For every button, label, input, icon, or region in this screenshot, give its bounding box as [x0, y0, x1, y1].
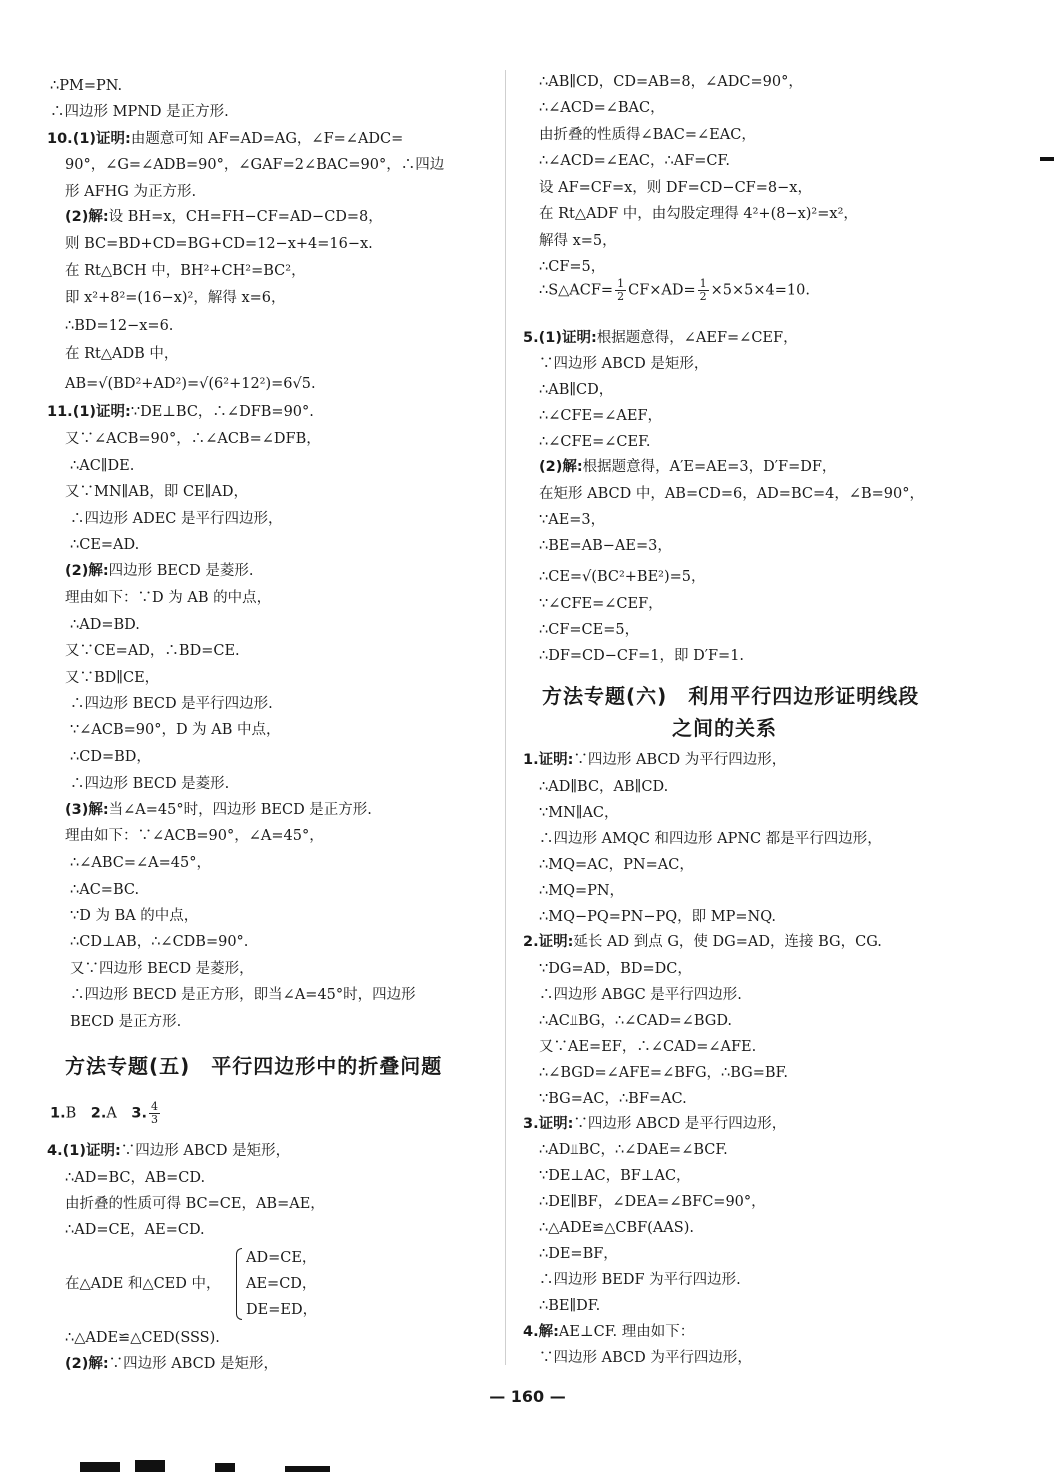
text-line	[539, 1244, 618, 1264]
text-line	[539, 646, 744, 666]
line-text: ∴BE=AB−AE=3，	[539, 538, 672, 554]
line-text: AE⊥CF. 理由如下：	[558, 1324, 695, 1340]
text-line	[539, 1011, 732, 1031]
text-line	[539, 98, 665, 118]
line-text: BECD 是正方形.	[70, 1014, 182, 1030]
text-line	[539, 855, 694, 875]
text-line	[65, 482, 248, 502]
line-text: 又∵BD∥CE，	[65, 670, 160, 686]
text-line	[47, 129, 403, 149]
line-text: ∵四边形 ABCD 是矩形，	[108, 1356, 278, 1372]
answer-tag: 证明:	[538, 752, 574, 768]
text-line	[539, 204, 858, 224]
text-line	[539, 354, 708, 374]
line-text: 根据题意得，∠AEF=∠CEF，	[596, 330, 798, 346]
text-line	[65, 1220, 205, 1240]
question-number: 4.	[523, 1324, 539, 1340]
line-text: ∴AD∥BC，AB∥CD.	[539, 779, 669, 795]
text-line	[65, 826, 324, 846]
line-text: 又∵∠ACB=90°，∴∠ACB=∠DFB，	[65, 431, 321, 447]
line-text: ∴四边形 BECD 是平行四边形.	[70, 696, 273, 712]
line-text: ∵∠CFE=∠CEF，	[539, 596, 663, 612]
text-line	[70, 906, 198, 926]
line-text: ∴△ADE≌△CBF(AAS).	[539, 1220, 694, 1236]
text-line	[539, 1140, 728, 1160]
formula-part: ×5×5×4=10.	[710, 282, 810, 299]
text-line	[70, 774, 229, 794]
line-text: ∵四边形 ABCD 是矩形，	[539, 356, 709, 372]
line-text: ∵四边形 ABCD 是矩形，	[120, 1143, 291, 1159]
text-line	[65, 800, 372, 820]
text-line	[65, 561, 253, 581]
page-number: — 160 —	[489, 1387, 566, 1406]
line-text: ∴CD⊥AB，∴∠CDB=90°.	[70, 934, 249, 950]
question-number: 4.	[47, 1143, 63, 1159]
text-line	[539, 567, 706, 587]
scan-mark	[80, 1462, 120, 1472]
line-text: 形 AFHG 为正方形.	[65, 184, 197, 200]
line-text: ∴BD=12−x=6.	[65, 318, 174, 334]
line-text: ∴MQ=AC，PN=AC，	[539, 857, 694, 873]
line-text: ∴CE=√(BC²+BE²)=5，	[539, 569, 706, 585]
line-text: 当∠A=45°时，四边形 BECD 是正方形.	[108, 802, 372, 818]
text-line	[539, 1089, 687, 1109]
line-text: ∴CF=CE=5，	[539, 622, 640, 638]
answer-tag: 证明:	[538, 1116, 574, 1132]
line-text: 90°，∠G=∠ADB=90°，∠GAF=2∠BAC=90°，∴四边	[65, 157, 445, 173]
line-text: ∴AB∥CD，	[539, 382, 614, 398]
question-number: 1.	[50, 1105, 66, 1122]
line-text: ∵∠ACB=90°，D 为 AB 中点，	[70, 722, 281, 738]
question-number: 2.	[523, 934, 539, 950]
line-text: ∵四边形 ABCD 为平行四边形，	[539, 1350, 752, 1366]
line-text: ∴∠CFE=∠AEF，	[539, 408, 663, 424]
system-brace	[236, 1248, 242, 1320]
line-text: DE=ED，	[246, 1302, 318, 1318]
line-text: 理由如下：∵∠ACB=90°，∠A=45°，	[65, 828, 324, 844]
question-number: 3.	[523, 1116, 539, 1132]
text-line	[539, 536, 672, 556]
text-line	[539, 510, 605, 530]
formula-part: ∴S△ACF=	[539, 282, 614, 299]
numerator: 4	[150, 1100, 158, 1113]
text-line	[70, 853, 211, 873]
line-text: 设 AF=CF=x，则 DF=CD−CF=8−x，	[539, 180, 812, 196]
line-text: ∴AC⫫BG，∴∠CAD=∠BGD.	[539, 1013, 733, 1029]
line-text: ∵MN∥AC，	[539, 805, 619, 821]
line-text: ∵BG=AC，∴BF=AC.	[539, 1091, 687, 1107]
question-number: 5.	[523, 330, 539, 346]
line-text: ∴AD=BC，AB=CD.	[65, 1170, 206, 1186]
answer: A	[106, 1105, 117, 1122]
answer-tag: (2)解:	[65, 1356, 109, 1372]
text-line	[539, 72, 803, 92]
text-line	[539, 1192, 766, 1212]
text-line	[70, 694, 273, 714]
column-divider	[505, 70, 506, 1365]
scan-mark	[215, 1463, 235, 1472]
line-text: 四边形 BECD 是菱形.	[108, 563, 254, 579]
text-line	[523, 1114, 786, 1134]
line-text: ∴AD=CE，AE=CD.	[65, 1222, 205, 1238]
question-number: 3.	[131, 1105, 147, 1122]
text-line	[523, 1322, 694, 1342]
line-text: AB=√(BD²+AD²)=√(6²+12²)=6√5.	[65, 376, 316, 392]
section-heading-line2: 之间的关系	[672, 716, 777, 740]
answer-tag: (1)证明:	[72, 404, 131, 420]
line-text: ∴DE∥BF，∠DEA=∠BFC=90°，	[539, 1194, 766, 1210]
line-text: ∵AE=3，	[539, 512, 606, 528]
line-text: ∵DE⊥BC，∴∠DFB=90°.	[130, 404, 314, 420]
line-text: 在矩形 ABCD 中，AB=CD=6，AD=BC=4，∠B=90°，	[539, 486, 924, 502]
text-line	[70, 1012, 181, 1032]
line-text: ∴∠ACD=∠EAC，∴AF=CF.	[539, 153, 730, 169]
line-text: 延长 AD 到点 G，使 DG=AD，连接 BG，CG.	[573, 934, 882, 950]
text-line	[65, 182, 196, 202]
text-line	[246, 1300, 317, 1320]
answer-tag: (2)解:	[539, 459, 583, 475]
text-line	[539, 1063, 788, 1083]
text-line	[65, 588, 271, 608]
text-line	[65, 429, 321, 449]
text-line	[539, 1166, 691, 1186]
text-line	[539, 1270, 741, 1290]
question-number: 1.	[523, 752, 539, 768]
line-text: ∴MQ=PN，	[539, 883, 625, 899]
text-line	[50, 102, 229, 122]
answer-tag: (3)解:	[65, 802, 109, 818]
line-text: ∴四边形 ABGC 是平行四边形.	[539, 987, 742, 1003]
text-line	[539, 380, 613, 400]
answer-tag: (1)证明:	[62, 1143, 121, 1159]
line-text: 解得 x=5，	[539, 233, 617, 249]
text-line	[523, 328, 798, 348]
line-text: ∴△ADE≌△CED(SSS).	[65, 1330, 220, 1346]
text-line	[65, 641, 240, 661]
line-text: ∴DF=CD−CF=1，即 D′F=1.	[539, 648, 745, 664]
line-text: ∴PM=PN.	[50, 78, 123, 94]
line-text: ∴四边形 ADEC 是平行四边形，	[70, 511, 283, 527]
text-line	[65, 261, 306, 281]
text-line	[65, 316, 173, 336]
answer-tag: (2)解:	[65, 209, 109, 225]
text-line	[246, 1274, 316, 1294]
fraction	[698, 278, 709, 303]
line-text: ∵四边形 ABCD 为平行四边形，	[573, 752, 787, 768]
line-text: 理由如下：∵D 为 AB 的中点，	[65, 590, 272, 606]
text-line	[539, 907, 776, 927]
line-text: 又∵四边形 BECD 是菱形，	[70, 961, 254, 977]
text-line	[539, 1037, 756, 1057]
text-line	[523, 932, 882, 952]
text-line	[539, 1348, 752, 1368]
answer-tag: (2)解:	[65, 563, 109, 579]
scan-mark	[285, 1466, 330, 1472]
denominator: 2	[617, 290, 625, 303]
line-text: ∴MQ−PQ=PN−PQ，即 MP=NQ.	[539, 909, 776, 925]
denominator: 3	[150, 1113, 158, 1126]
text-line	[539, 432, 651, 452]
text-line	[65, 1168, 205, 1188]
denominator: 2	[699, 290, 707, 303]
line-text: 又∵CE=AD，∴BD=CE.	[65, 643, 240, 659]
text-line	[539, 278, 810, 303]
text-line	[539, 881, 624, 901]
text-line	[539, 257, 605, 277]
text-line	[70, 932, 248, 952]
answer: B	[65, 1105, 77, 1122]
text-line	[47, 402, 314, 422]
line-text: ∴AD⫫BC，∴∠DAE=∠BCF.	[539, 1142, 728, 1158]
question-number: 2.	[90, 1105, 107, 1122]
text-line	[539, 484, 924, 504]
line-text: 则 BC=BD+CD=BG+CD=12−x+4=16−x.	[65, 236, 373, 252]
text-line	[539, 1296, 600, 1316]
line-text: 由题意可知 AF=AD=AG，∠F=∠ADC=	[130, 131, 404, 147]
text-line	[539, 178, 812, 198]
text-line	[539, 231, 617, 251]
text-line	[65, 668, 159, 688]
section-heading: 方法专题(五) 平行四边形中的折叠问题	[65, 1054, 443, 1078]
text-line	[65, 1354, 278, 1374]
numerator: 1	[699, 277, 707, 290]
text-line	[539, 829, 882, 849]
line-text: ∴∠ABC=∠A=45°，	[70, 855, 211, 871]
text-line	[246, 1248, 316, 1268]
text-line	[70, 615, 140, 635]
text-line	[70, 985, 416, 1005]
section-heading: 方法专题(六) 利用平行四边形证明线段	[542, 684, 920, 708]
line-text: AE=CD，	[246, 1276, 317, 1292]
line-text: ∴四边形 AMQC 和四边形 APNC 都是平行四边形，	[539, 831, 882, 847]
answer-tag: 证明:	[538, 934, 574, 950]
line-text: ∴四边形 BECD 是菱形.	[70, 776, 230, 792]
line-text: ∴AC=BC.	[70, 882, 140, 898]
line-text: ∴四边形 MPND 是正方形.	[50, 104, 229, 120]
text-line	[539, 406, 662, 426]
text-line	[539, 457, 836, 477]
question-number: 11.	[47, 404, 73, 420]
line-text: 又∵AE=EF，∴∠CAD=∠AFE.	[539, 1039, 757, 1055]
text-line	[65, 374, 316, 394]
text-line	[539, 620, 639, 640]
line-text: ∵四边形 ABCD 是平行四边形，	[573, 1116, 787, 1132]
text-line	[539, 959, 692, 979]
formula-part: CF×AD=	[628, 282, 696, 299]
line-text: ∴∠BGD=∠AFE=∠BFG，∴BG=BF.	[539, 1065, 788, 1081]
text-line	[539, 1218, 694, 1238]
answer-tag: (1)证明:	[538, 330, 597, 346]
text-line	[70, 880, 139, 900]
numerator: 1	[617, 277, 625, 290]
scan-mark	[135, 1460, 165, 1472]
text-line	[70, 720, 281, 740]
fraction	[615, 278, 626, 303]
line-text: ∴CE=AD.	[70, 537, 140, 553]
line-text: ∴∠CFE=∠CEF.	[539, 434, 651, 450]
text-line	[65, 234, 373, 254]
line-text: 又∵MN∥AB，即 CE∥AD，	[65, 484, 248, 500]
line-text: 根据题意得，A′E=AE=3，D′F=DF，	[582, 459, 837, 475]
text-line	[65, 207, 383, 227]
text-line	[50, 76, 122, 96]
line-text: 由折叠的性质可得 BC=CE，AB=AE，	[65, 1196, 325, 1212]
line-text: ∴AB∥CD，CD=AB=8，∠ADC=90°，	[539, 74, 803, 90]
line-text: ∵D 为 BA 的中点，	[70, 908, 199, 924]
line-text: ∴AD=BD.	[70, 617, 140, 633]
text-line	[50, 1101, 162, 1126]
text-line	[65, 1328, 220, 1348]
line-text: ∵DE⊥AC，BF⊥AC，	[539, 1168, 691, 1184]
answer-tag: 解:	[538, 1324, 559, 1340]
line-text: ∴BE∥DF.	[539, 1298, 601, 1314]
line-text: ∴DE=BF，	[539, 1246, 618, 1262]
text-line	[65, 1274, 221, 1294]
answer-tag: (1)证明:	[72, 131, 131, 147]
line-text: ∴CD=BD，	[70, 749, 151, 765]
text-line	[70, 456, 134, 476]
text-line	[539, 985, 742, 1005]
text-line	[523, 750, 786, 770]
line-text: 在 Rt△ADF 中，由勾股定理得 4²+(8−x)²=x²，	[539, 206, 858, 222]
text-line	[65, 344, 178, 364]
line-text: 在 Rt△BCH 中，BH²+CH²=BC²，	[65, 263, 306, 279]
line-text: 即 x²+8²=(16−x)²，解得 x=6，	[65, 290, 286, 306]
line-text: ∴AC∥DE.	[70, 458, 135, 474]
line-text: 在 Rt△ADB 中，	[65, 346, 179, 362]
scan-mark	[1040, 157, 1054, 161]
text-line	[539, 151, 730, 171]
fraction	[149, 1101, 160, 1126]
line-text: AD=CE，	[246, 1250, 317, 1266]
line-text: ∵DG=AD，BD=DC，	[539, 961, 692, 977]
line-text: ∴四边形 BECD 是正方形，即当∠A=45°时，四边形	[70, 987, 416, 1003]
text-line	[70, 959, 254, 979]
text-line	[47, 1141, 290, 1161]
text-line	[539, 803, 619, 823]
text-line	[539, 125, 756, 145]
text-line	[70, 747, 151, 767]
text-line	[539, 777, 668, 797]
text-line	[70, 535, 139, 555]
text-line	[70, 509, 283, 529]
text-line	[65, 1194, 325, 1214]
text-line	[65, 288, 286, 308]
line-text: ∴CF=5，	[539, 259, 606, 275]
text-line	[539, 594, 663, 614]
line-text: 设 BH=x，CH=FH−CF=AD−CD=8，	[108, 209, 383, 225]
line-text: ∴四边形 BEDF 为平行四边形.	[539, 1272, 741, 1288]
text-line	[65, 155, 444, 175]
line-text: 由折叠的性质得∠BAC=∠EAC，	[539, 127, 756, 143]
question-number: 10.	[47, 131, 73, 147]
line-text: 在△ADE 和△CED 中，	[65, 1276, 221, 1292]
line-text: ∴∠ACD=∠BAC，	[539, 100, 665, 116]
